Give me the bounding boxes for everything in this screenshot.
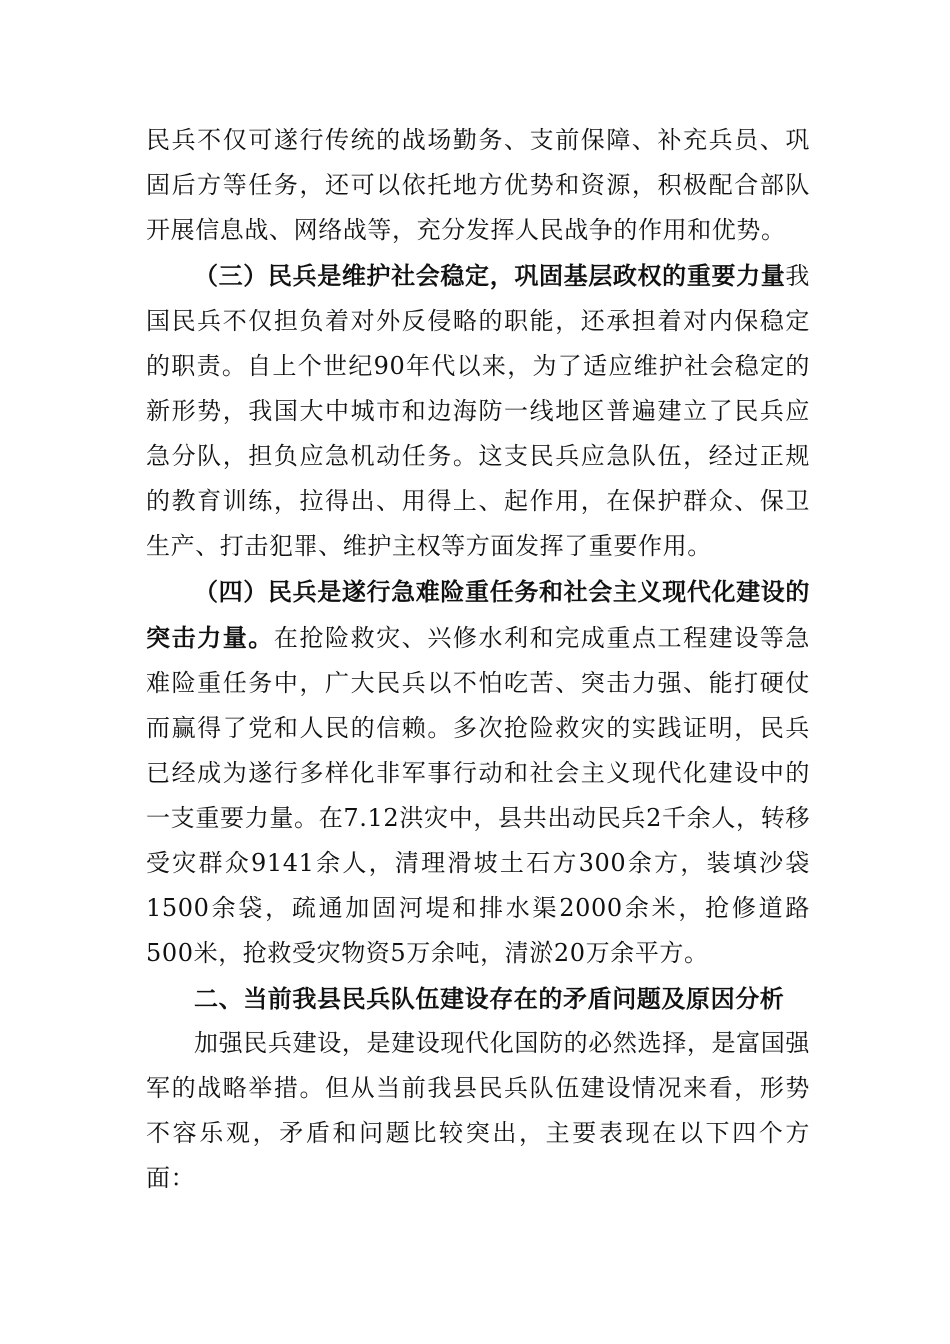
section-4-body: 在抢险救灾、兴修水利和完成重点工程建设等急难险重任务中，广大民兵以不怕吃苦、突击力强、能打硬仗而赢得了党和人民的信赖。多次抢险救灾的实践证明，民兵已经成为遂行多样化非军事行动和社会主义现代化建设中的一支重要力量。在7.12洪灾中，县共出动民兵2千余人，转移受灾群众9141余人，清理滑坡土石方300余方，装填沙袋1500余袋，疏通加固河堤和排水渠2000余米，抢修道路500米，抢救受灾物资5万余吨，清淤20万余平方。 [146,624,811,967]
paragraph-militia-tasks: 民兵不仅可遂行传统的战场勤务、支前保障、补充兵员、巩固后方等任务，还可以依托地方优势和资源，积极配合部队开展信息战、网络战等，充分发挥人民战争的作用和优势。 [146,126,810,244]
section-3-body: 我国民兵不仅担负着对外反侵略的职能，还承担着对内保稳定的职责。自上个世纪90年代以来，为了适应维护社会稳定的新形势，我国大中城市和边海防一线地区普遍建立了民兵应急分队，担负应急机动任务。这支民兵应急队伍，经过正规的教育训练，拉得出、用得上、起作用，在保护群众、保卫生产、打击犯罪、维护主权等方面发挥了重要作用。 [146,262,810,560]
section-4-heading: （四）民兵是遂行急难险重任务和社会主义现代化建设的突击力量。 [146,577,810,652]
section-3-heading: （三）民兵是维护社会稳定，巩固基层政权的重要力量 [194,261,786,290]
document-body [146,118,810,1201]
paragraph-section-3 [146,253,810,569]
chapter-2-heading: 二、当前我县民兵队伍建设存在的矛盾问题及原因分析 [194,984,785,1013]
paragraph-section-4 [146,569,810,976]
paragraph-chapter-2-intro: 加强民兵建设，是建设现代化国防的必然选择，是富国强军的战略举措。但从当前我县民兵队伍建设情况来看，形势不容乐观，矛盾和问题比较突出，主要表现在以下四个方面： [146,1029,810,1192]
